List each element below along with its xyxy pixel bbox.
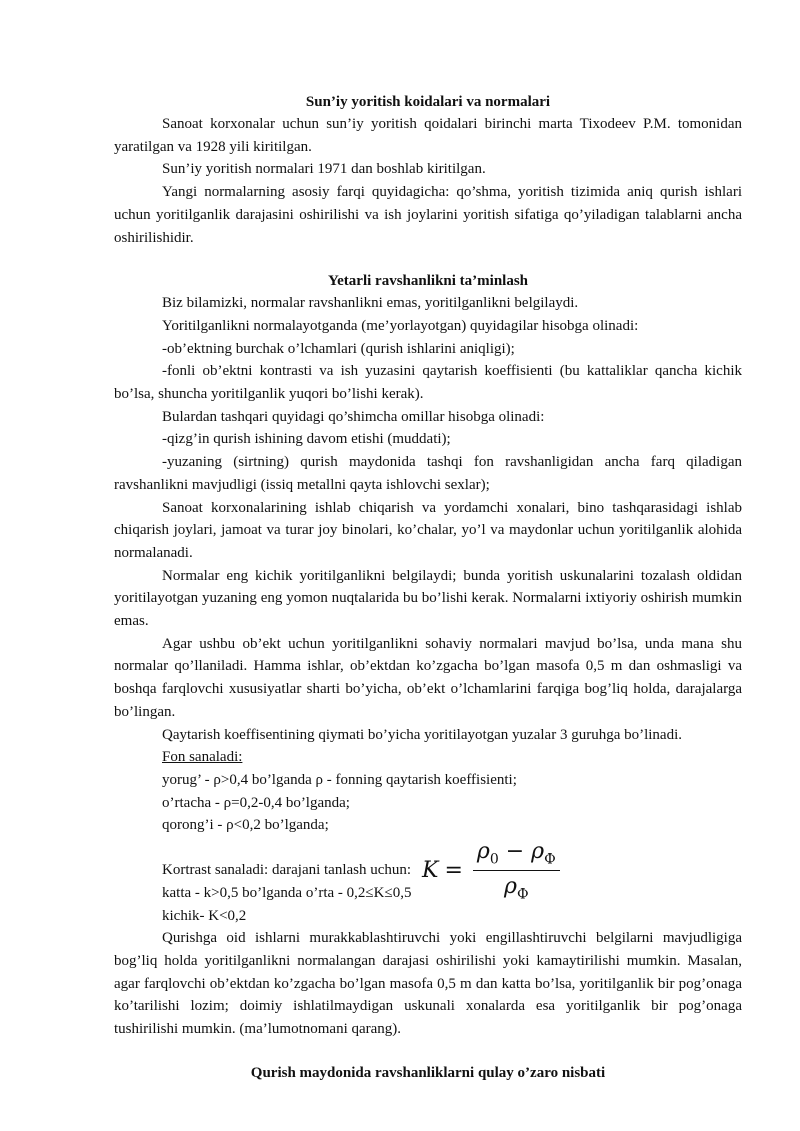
list-line: Kortrast sanaladi: darajani tanlash uchun: [162, 862, 412, 879]
paragraph: -fonli ob’ektni kontrasti va ish yuzasini qaytarish koeffisienti (bu kattaliklar qancha kichik bo’lsa, shuncha yoritilganlik yuqori bo’lishi kerak). [114, 363, 742, 403]
contrast-formula [422, 839, 560, 903]
formula-fraction [473, 839, 560, 903]
paragraph: Yangi normalarning asosiy farqi quyidagicha: qo’shma, yoritish tizimida aniq qurish ishlari uchun yoritilganlik darajasini oshirilishi va ish joylarini yoritish sifatiga qo’yiladigan talablarni ancha oshirilishidir. [114, 184, 742, 246]
paragraph: Sun’iy yoritish normalari 1971 dan boshlab kiritilgan. [162, 161, 486, 178]
list-line: yorug’ - ρ>0,4 bo’lganda ρ - fonning qaytarish koeffisienti; [162, 771, 517, 788]
list-line: o’rtacha - ρ=0,2-0,4 bo’lganda; [162, 794, 350, 811]
fon-heading: Fon sanaladi: [162, 749, 243, 766]
formula-equals: = [444, 858, 463, 884]
paragraph: Bulardan tashqari quyidagi qo’shimcha omillar hisobga olinadi: [162, 408, 545, 425]
formula-denominator: $\rho_Ф$ [504, 874, 529, 903]
paragraph: Sanoat korxonalar uchun sun’iy yoritish qoidalari birinchi marta Tixodeev P.M. tomonidan yaratilgan va 1928 yili kiritilgan. [114, 116, 742, 155]
paragraph: -yuzaning (sirtning) qurish maydonida tashqi fon ravshanligidan ancha farq qiladigan ravshanlikni mavjudligi (issiq metallni qayta ishlovchi sexlar); [114, 454, 742, 493]
paragraph: -ob’ektning burchak o’lchamlari (qurish ishlarini aniqligi); [162, 340, 515, 357]
paragraph: Normalar eng kichik yoritilganlikni belgilaydi; bunda yoritish uskunalarini tozalash oldidan yoritilayotgan yuzaning eng yomon nuqtalarida bu bo’lishi kerak. Normalarni ixtiyoriy oshirish mumkin emas. [114, 567, 742, 630]
section-title-2: Yetarli ravshanlikni ta’minlash [327, 273, 529, 290]
paragraph: Yoritilganlikni normalayotganda (me’yorlayotgan) quyidagilar hisobga olinadi: [162, 317, 639, 334]
list-line: kichik- K<0,2 [162, 907, 247, 924]
paragraph: Biz bilamizki, normalar ravshanlikni emas, yoritilganlikni belgilaydi. [162, 295, 579, 312]
formula-numerator: $\rho_0 - \rho_Ф$ [473, 839, 560, 871]
paragraph: Agar ushbu ob’ekt uchun yoritilganlikni sohaviy normalari mavjud bo’lsa, unda mana shu normalar qo’llaniladi. Hamma ishlar, ob’ektdan ko’zgacha bo’lgan masofa 0,5 m dan oshmasligi va boshqa farqlovchi xususiyatlar sharti bo’yicha, ob’ekt o’lchamlarini farqiga bog’liq holda, darajalarga bo’lingan. [114, 635, 742, 720]
paragraph: -qizg’in qurish ishining davom etishi (muddati); [162, 431, 451, 448]
paragraph: Qaytarish koeffisentining qiymati bo’yicha yoritilayotgan yuzalar 3 guruhga bo’linadi. [162, 726, 683, 743]
list-line: katta - k>0,5 bo’lganda o’rta - 0,2≤K≤0,5 [162, 884, 412, 901]
section-title-1: Sun’iy yoritish koidalari va normalari [305, 94, 551, 110]
paragraph: Sanoat korxonalarining ishlab chiqarish va yordamchi xonalari, bino tashqarasidagi ishlab chiqarish joylari, jamoat va turar joy binolari, ko’chalar, yo’l va maydonlar uchun yoritilganlik alohida normalanadi. [114, 499, 742, 561]
formula-k: K [422, 858, 439, 884]
paragraph: Qurishga oid ishlarni murakkablashtiruvchi yoki engillashtiruvchi belgilarni mavjudligiga bog’liq holda yoritilganlikni normalangan darajasi oshirilishi yoki kamaytirilishi mumkin. Masalan, agar farqlovchi ob’ektdan ko’zgacha bo’lgan masofa 0,5 m dan katta bo’lsa, yoritilganlik bir pog’onaga ko’tarilishi lozim; doimiy ishlatilmaydigan uskunali xonalarda esa yoritilganlik bir pog’onaga tushirilishi mumkin. (ma’lumotnomani qarang). [114, 930, 742, 1038]
section-title-3: Qurish maydonida ravshanliklarni qulay o’zaro nisbati [250, 1064, 606, 1081]
list-line: qorong’i - ρ<0,2 bo’lganda; [162, 817, 329, 834]
document-page [114, 92, 742, 1084]
